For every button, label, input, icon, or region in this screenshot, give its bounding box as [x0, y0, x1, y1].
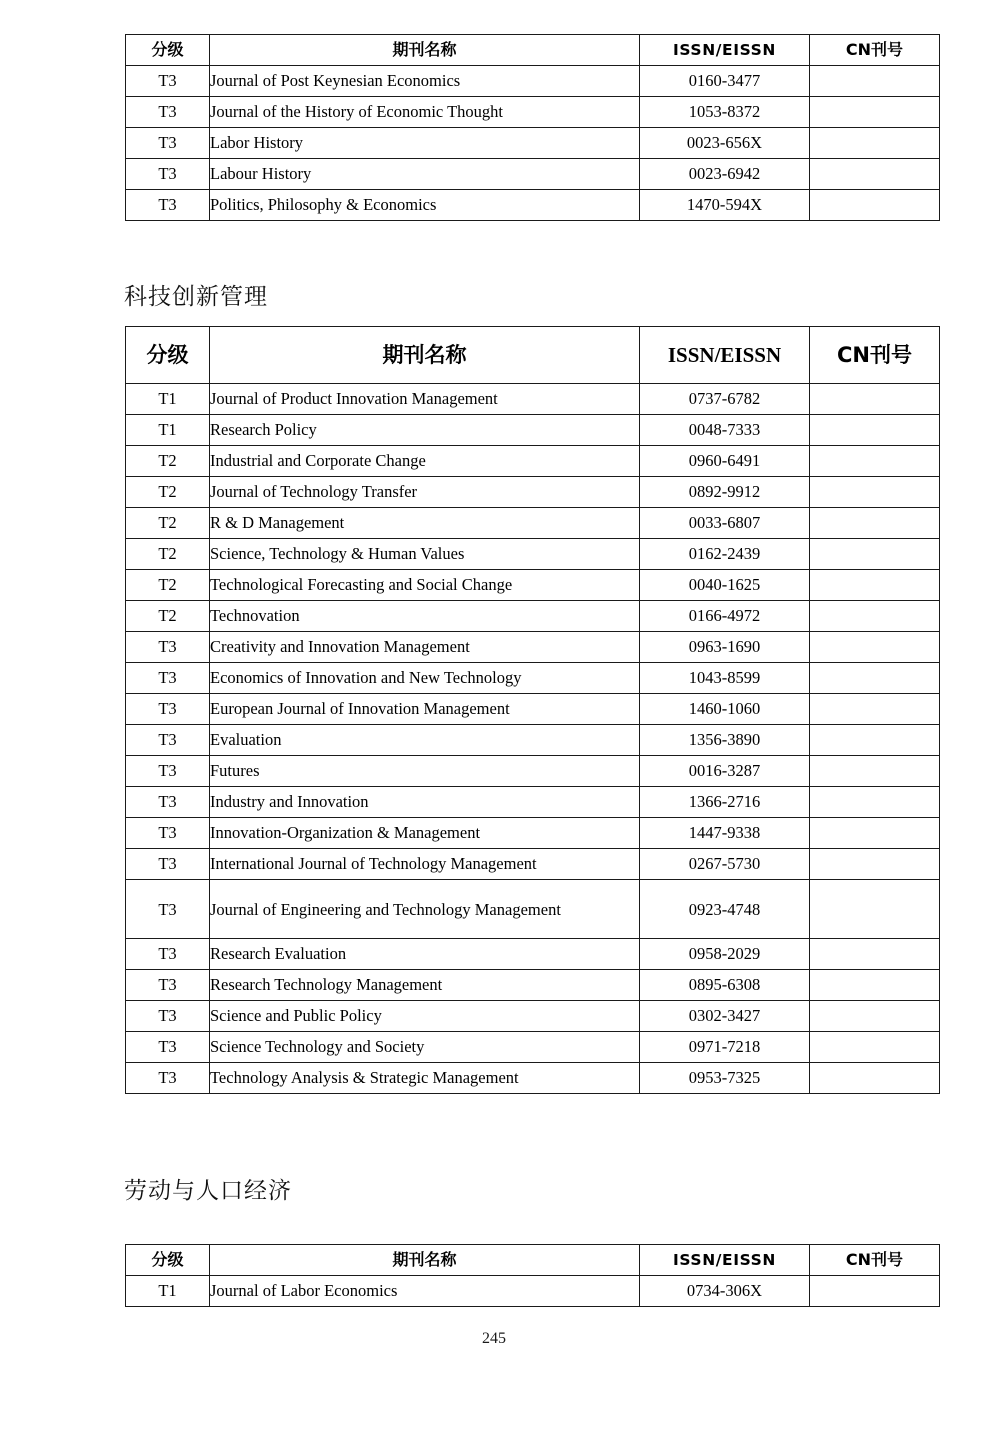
cell-issn: 1356-3890: [640, 725, 810, 756]
column-header-rank: 分级: [126, 35, 210, 66]
cell-journal-name: Science, Technology & Human Values: [210, 539, 640, 570]
cell-journal-name: Science Technology and Society: [210, 1032, 640, 1063]
column-header-issn: ISSN/EISSN: [640, 1245, 810, 1276]
table-row: [126, 694, 940, 725]
cell-journal-name: Research Technology Management: [210, 970, 640, 1001]
cell-cn-number: [810, 694, 940, 725]
table-row: [126, 1276, 940, 1307]
cell-cn-number: [810, 756, 940, 787]
table-header-row: [126, 327, 940, 384]
cell-journal-name: Technovation: [210, 601, 640, 632]
column-header-issn: ISSN/EISSN: [640, 327, 810, 384]
cell-journal-name: International Journal of Technology Management: [210, 849, 640, 880]
cell-issn: 1447-9338: [640, 818, 810, 849]
cell-issn: 1460-1060: [640, 694, 810, 725]
column-header-cn: CN刊号: [810, 1245, 940, 1276]
cell-cn-number: [810, 663, 940, 694]
cell-rank: T2: [126, 508, 210, 539]
cell-journal-name: Technology Analysis & Strategic Management: [210, 1063, 640, 1094]
cell-journal-name: Journal of Labor Economics: [210, 1276, 640, 1307]
cell-cn-number: [810, 601, 940, 632]
cell-journal-name: Technological Forecasting and Social Change: [210, 570, 640, 601]
cell-journal-name: Journal of Engineering and Technology Management: [210, 880, 640, 939]
cell-issn: 0016-3287: [640, 756, 810, 787]
cell-cn-number: [810, 66, 940, 97]
table-row: [126, 539, 940, 570]
table-body: [126, 66, 940, 221]
cell-journal-name: Journal of Product Innovation Management: [210, 384, 640, 415]
table-body: [126, 384, 940, 1094]
cell-rank: T3: [126, 818, 210, 849]
cell-rank: T3: [126, 939, 210, 970]
cell-rank: T1: [126, 1276, 210, 1307]
cell-cn-number: [810, 97, 940, 128]
cell-journal-name: Journal of Post Keynesian Economics: [210, 66, 640, 97]
cell-rank: T3: [126, 787, 210, 818]
table-row: [126, 756, 940, 787]
cell-rank: T3: [126, 128, 210, 159]
column-header-rank: 分级: [126, 1245, 210, 1276]
section-heading-sci-tech-innovation-management: 科技创新管理: [124, 284, 268, 310]
table-header-row: [126, 35, 940, 66]
cell-rank: T3: [126, 880, 210, 939]
cell-journal-name: Science and Public Policy: [210, 1001, 640, 1032]
cell-rank: T3: [126, 849, 210, 880]
cell-cn-number: [810, 632, 940, 663]
cell-journal-name: Innovation-Organization & Management: [210, 818, 640, 849]
cell-cn-number: [810, 446, 940, 477]
cell-issn: 1043-8599: [640, 663, 810, 694]
table-row: [126, 880, 940, 939]
cell-rank: T3: [126, 1001, 210, 1032]
table-row: [126, 97, 940, 128]
table-row: [126, 939, 940, 970]
cell-issn: 0302-3427: [640, 1001, 810, 1032]
cell-cn-number: [810, 128, 940, 159]
column-header-cn: CN刊号: [810, 35, 940, 66]
table-row: [126, 1032, 940, 1063]
cell-issn: 0267-5730: [640, 849, 810, 880]
cell-journal-name: Labor History: [210, 128, 640, 159]
cell-cn-number: [810, 415, 940, 446]
section-heading-labor-population-economics: 劳动与人口经济: [124, 1178, 292, 1204]
cell-cn-number: [810, 570, 940, 601]
page-number: 245: [482, 1330, 506, 1347]
cell-rank: T2: [126, 570, 210, 601]
cell-issn: 0953-7325: [640, 1063, 810, 1094]
column-header-journal-name: 期刊名称: [210, 327, 640, 384]
cell-rank: T3: [126, 970, 210, 1001]
table-row: [126, 477, 940, 508]
cell-rank: T3: [126, 1063, 210, 1094]
table-row: [126, 601, 940, 632]
cell-rank: T3: [126, 190, 210, 221]
cell-journal-name: Industrial and Corporate Change: [210, 446, 640, 477]
cell-cn-number: [810, 787, 940, 818]
cell-journal-name: European Journal of Innovation Management: [210, 694, 640, 725]
cell-cn-number: [810, 477, 940, 508]
table-row: [126, 663, 940, 694]
cell-issn: 0734-306X: [640, 1276, 810, 1307]
cell-issn: 0160-3477: [640, 66, 810, 97]
cell-issn: 1470-594X: [640, 190, 810, 221]
cell-journal-name: Industry and Innovation: [210, 787, 640, 818]
cell-cn-number: [810, 159, 940, 190]
cell-cn-number: [810, 1063, 940, 1094]
table-economics-continued: [125, 34, 940, 221]
cell-cn-number: [810, 508, 940, 539]
table-economics-continued-wrapper: [125, 34, 940, 221]
cell-cn-number: [810, 818, 940, 849]
cell-cn-number: [810, 1032, 940, 1063]
cell-journal-name: R & D Management: [210, 508, 640, 539]
cell-cn-number: [810, 384, 940, 415]
cell-journal-name: Labour History: [210, 159, 640, 190]
cell-cn-number: [810, 849, 940, 880]
table-row: [126, 415, 940, 446]
column-header-rank: 分级: [126, 327, 210, 384]
cell-issn: 0958-2029: [640, 939, 810, 970]
cell-rank: T1: [126, 415, 210, 446]
table-row: [126, 384, 940, 415]
table-row: [126, 128, 940, 159]
cell-rank: T3: [126, 663, 210, 694]
cell-rank: T2: [126, 601, 210, 632]
cell-issn: 0023-6942: [640, 159, 810, 190]
cell-cn-number: [810, 970, 940, 1001]
cell-cn-number: [810, 1001, 940, 1032]
table-row: [126, 787, 940, 818]
cell-issn: 0166-4972: [640, 601, 810, 632]
cell-journal-name: Research Policy: [210, 415, 640, 446]
column-header-cn: CN刊号: [810, 327, 940, 384]
cell-issn: 0960-6491: [640, 446, 810, 477]
cell-rank: T1: [126, 384, 210, 415]
table-row: [126, 725, 940, 756]
cell-journal-name: Evaluation: [210, 725, 640, 756]
table-sci-tech-innovation-management: [125, 326, 940, 1094]
cell-cn-number: [810, 1276, 940, 1307]
cell-cn-number: [810, 880, 940, 939]
cell-issn: 0963-1690: [640, 632, 810, 663]
table-row: [126, 508, 940, 539]
cell-issn: 0892-9912: [640, 477, 810, 508]
cell-journal-name: Journal of the History of Economic Thought: [210, 97, 640, 128]
column-header-journal-name: 期刊名称: [210, 35, 640, 66]
cell-cn-number: [810, 939, 940, 970]
cell-issn: 0971-7218: [640, 1032, 810, 1063]
cell-issn: 0048-7333: [640, 415, 810, 446]
cell-rank: T3: [126, 159, 210, 190]
table-header-row: [126, 1245, 940, 1276]
column-header-issn: ISSN/EISSN: [640, 35, 810, 66]
table-row: [126, 849, 940, 880]
cell-cn-number: [810, 539, 940, 570]
cell-rank: T3: [126, 694, 210, 725]
table-row: [126, 632, 940, 663]
table-row: [126, 159, 940, 190]
cell-issn: 1366-2716: [640, 787, 810, 818]
table-body: [126, 1276, 940, 1307]
cell-rank: T2: [126, 446, 210, 477]
cell-journal-name: Research Evaluation: [210, 939, 640, 970]
table-row: [126, 570, 940, 601]
cell-issn: 0923-4748: [640, 880, 810, 939]
cell-journal-name: Politics, Philosophy & Economics: [210, 190, 640, 221]
table-row: [126, 446, 940, 477]
cell-rank: T3: [126, 725, 210, 756]
cell-issn: 0040-1625: [640, 570, 810, 601]
cell-rank: T3: [126, 66, 210, 97]
cell-journal-name: Futures: [210, 756, 640, 787]
table-row: [126, 1063, 940, 1094]
cell-issn: 0895-6308: [640, 970, 810, 1001]
table-labor-population-economics-wrapper: [125, 1244, 940, 1307]
table-row: [126, 1001, 940, 1032]
cell-issn: 0023-656X: [640, 128, 810, 159]
column-header-journal-name: 期刊名称: [210, 1245, 640, 1276]
table-sci-tech-innovation-management-wrapper: [125, 326, 940, 1094]
cell-issn: 1053-8372: [640, 97, 810, 128]
table-labor-population-economics: [125, 1244, 940, 1307]
cell-rank: T3: [126, 1032, 210, 1063]
cell-journal-name: Creativity and Innovation Management: [210, 632, 640, 663]
cell-rank: T2: [126, 477, 210, 508]
cell-rank: T2: [126, 539, 210, 570]
cell-rank: T3: [126, 756, 210, 787]
cell-rank: T3: [126, 632, 210, 663]
table-row: [126, 190, 940, 221]
cell-issn: 0033-6807: [640, 508, 810, 539]
table-row: [126, 970, 940, 1001]
cell-issn: 0162-2439: [640, 539, 810, 570]
cell-journal-name: Economics of Innovation and New Technology: [210, 663, 640, 694]
table-row: [126, 818, 940, 849]
cell-journal-name: Journal of Technology Transfer: [210, 477, 640, 508]
cell-cn-number: [810, 725, 940, 756]
table-row: [126, 66, 940, 97]
cell-rank: T3: [126, 97, 210, 128]
cell-cn-number: [810, 190, 940, 221]
cell-issn: 0737-6782: [640, 384, 810, 415]
